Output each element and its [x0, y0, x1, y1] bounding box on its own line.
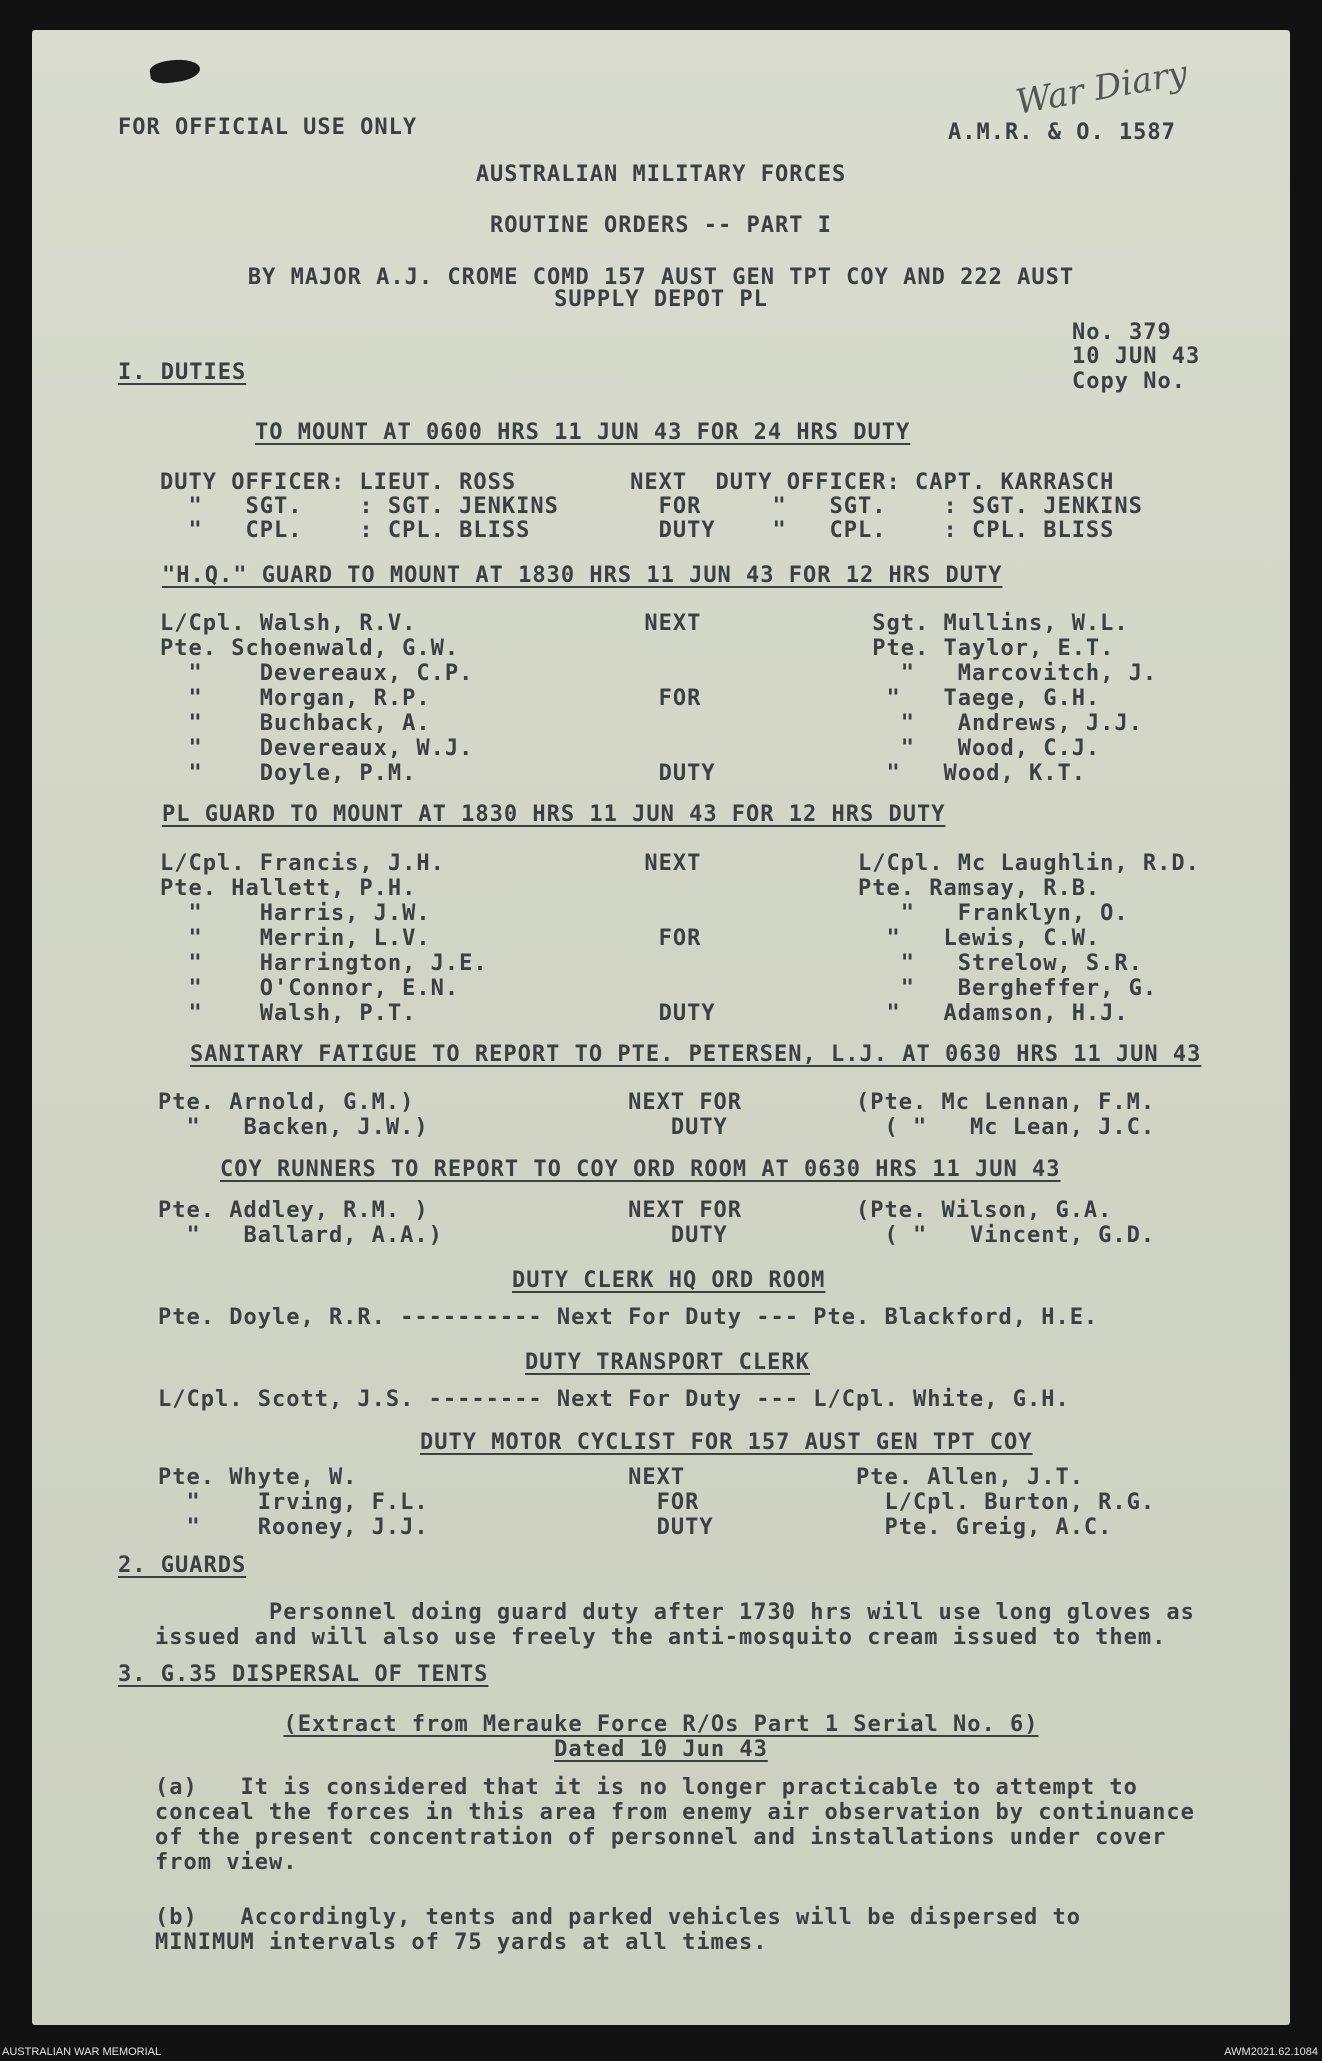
table-row: " Harris, J.W. " Franklyn, O. [160, 901, 1129, 926]
table-row: Pte. Schoenwald, G.W. Pte. Taylor, E.T. [160, 636, 1115, 661]
table-row: Pte. Whyte, W. NEXT Pte. Allen, J.T. [158, 1465, 1084, 1490]
extract-date: Dated 10 Jun 43 [554, 1737, 768, 1762]
table-row: Pte. Addley, R.M. ) NEXT FOR (Pte. Wilson, G.A. [158, 1198, 1113, 1223]
paragraph-a-line: (a) It is considered that it is no longer practicable to attempt to [155, 1775, 1138, 1800]
table-row: " Merrin, L.V. FOR " Lewis, C.W. [160, 926, 1101, 951]
by-line-1: BY MAJOR A.J. CROME COMD 157 AUST GEN TPT COY AND 222 AUST [247, 265, 1075, 290]
table-row: " Buchback, A. " Andrews, J.J. [160, 711, 1143, 736]
document-title: ROUTINE ORDERS -- PART I [490, 213, 832, 238]
table-row: " Harrington, J.E. " Strelow, S.R. [160, 951, 1143, 976]
motor-cyclist-heading: DUTY MOTOR CYCLIST FOR 157 AUST GEN TPT COY [420, 1430, 1033, 1455]
mount-heading: TO MOUNT AT 0600 HRS 11 JUN 43 FOR 24 HRS DUTY [255, 420, 911, 445]
classification-label: FOR OFFICIAL USE ONLY [118, 115, 418, 140]
extract-reference: (Extract from Merauke Force R/Os Part 1 Serial No. 6) [283, 1712, 1039, 1737]
duty-clerk-heading: DUTY CLERK HQ ORD ROOM [512, 1268, 826, 1293]
table-row: " Rooney, J.J. DUTY Pte. Greig, A.C. [158, 1515, 1113, 1540]
organization-title: AUSTRALIAN MILITARY FORCES [475, 162, 847, 187]
order-number: No. 379 [1072, 320, 1172, 345]
duty-clerk-line: Pte. Doyle, R.R. ---------- Next For Duty --- Pte. Blackford, H.E. [158, 1305, 1099, 1330]
section-heading-duties: I. DUTIES [118, 360, 247, 385]
guards-text-line: issued and will also use freely the anti-mosquito cream issued to them. [155, 1625, 1167, 1650]
by-line-2: SUPPLY DEPOT PL [554, 287, 768, 312]
table-row: " Devereaux, W.J. " Wood, C.J. [160, 736, 1101, 761]
table-row: " Morgan, R.P. FOR " Taege, G.H. [160, 686, 1101, 711]
table-row: " Irving, F.L. FOR L/Cpl. Burton, R.G. [158, 1490, 1156, 1515]
table-row: " Ballard, A.A.) DUTY ( " Vincent, G.D. [158, 1223, 1156, 1248]
footer-source: AUSTRALIAN WAR MEMORIAL [2, 2046, 162, 2058]
table-row: " Walsh, P.T. DUTY " Adamson, H.J. [160, 1001, 1129, 1026]
paragraph-a-line: conceal the forces in this area from enemy air observation by continuance [155, 1800, 1195, 1825]
transport-clerk-line: L/Cpl. Scott, J.S. -------- Next For Duty --- L/Cpl. White, G.H. [158, 1387, 1070, 1412]
hq-guard-heading: "H.Q." GUARD TO MOUNT AT 1830 HRS 11 JUN 43 FOR 12 HRS DUTY [162, 563, 1003, 588]
table-row: " Backen, J.W.) DUTY ( " Mc Lean, J.C. [158, 1115, 1156, 1140]
section-heading-dispersal: 3. G.35 DISPERSAL OF TENTS [118, 1662, 489, 1687]
guards-text-line: Personnel doing guard duty after 1730 hrs will use long gloves as [155, 1600, 1195, 1625]
paragraph-a-line: of the present concentration of personnel and installations under cover [155, 1825, 1167, 1850]
section-heading-guards: 2. GUARDS [118, 1553, 247, 1578]
table-row: Pte. Hallett, P.H. Pte. Ramsay, R.B. [160, 876, 1101, 901]
copy-number: Copy No. [1072, 369, 1186, 394]
coy-runners-heading: COY RUNNERS TO REPORT TO COY ORD ROOM AT 0630 HRS 11 JUN 43 [220, 1157, 1061, 1182]
order-date: 10 JUN 43 [1072, 344, 1201, 369]
transport-clerk-heading: DUTY TRANSPORT CLERK [525, 1350, 810, 1375]
table-row: " Doyle, P.M. DUTY " Wood, K.T. [160, 761, 1086, 786]
table-row: " O'Connor, E.N. " Bergheffer, G. [160, 976, 1158, 1001]
table-row: DUTY OFFICER: LIEUT. ROSS NEXT DUTY OFFICER: CAPT. KARRASCH [160, 470, 1115, 495]
table-row: Pte. Arnold, G.M.) NEXT FOR (Pte. Mc Lennan, F.M. [158, 1090, 1156, 1115]
paragraph-b-line: MINIMUM intervals of 75 yards at all times. [155, 1930, 768, 1955]
table-row: L/Cpl. Francis, J.H. NEXT L/Cpl. Mc Laughlin, R.D. [160, 851, 1200, 876]
handwritten-note: War Diary [1012, 53, 1191, 123]
paragraph-b-line: (b) Accordingly, tents and parked vehicles will be dispersed to [155, 1905, 1081, 1930]
table-row: " SGT. : SGT. JENKINS FOR " SGT. : SGT. JENKINS [160, 494, 1143, 519]
table-row: L/Cpl. Walsh, R.V. NEXT Sgt. Mullins, W.L. [160, 611, 1129, 636]
footer-accession-number: AWM2021.62.1084 [1224, 2046, 1318, 2058]
table-row: " CPL. : CPL. BLISS DUTY " CPL. : CPL. BLISS [160, 518, 1115, 543]
pl-guard-heading: PL GUARD TO MOUNT AT 1830 HRS 11 JUN 43 FOR 12 HRS DUTY [162, 802, 946, 827]
table-row: " Devereaux, C.P. " Marcovitch, J. [160, 661, 1158, 686]
paragraph-a-line: from view. [155, 1850, 298, 1875]
form-reference: A.M.R. & O. 1587 [948, 120, 1176, 145]
sanitary-fatigue-heading: SANITARY FATIGUE TO REPORT TO PTE. PETERSEN, L.J. AT 0630 HRS 11 JUN 43 [190, 1042, 1202, 1067]
